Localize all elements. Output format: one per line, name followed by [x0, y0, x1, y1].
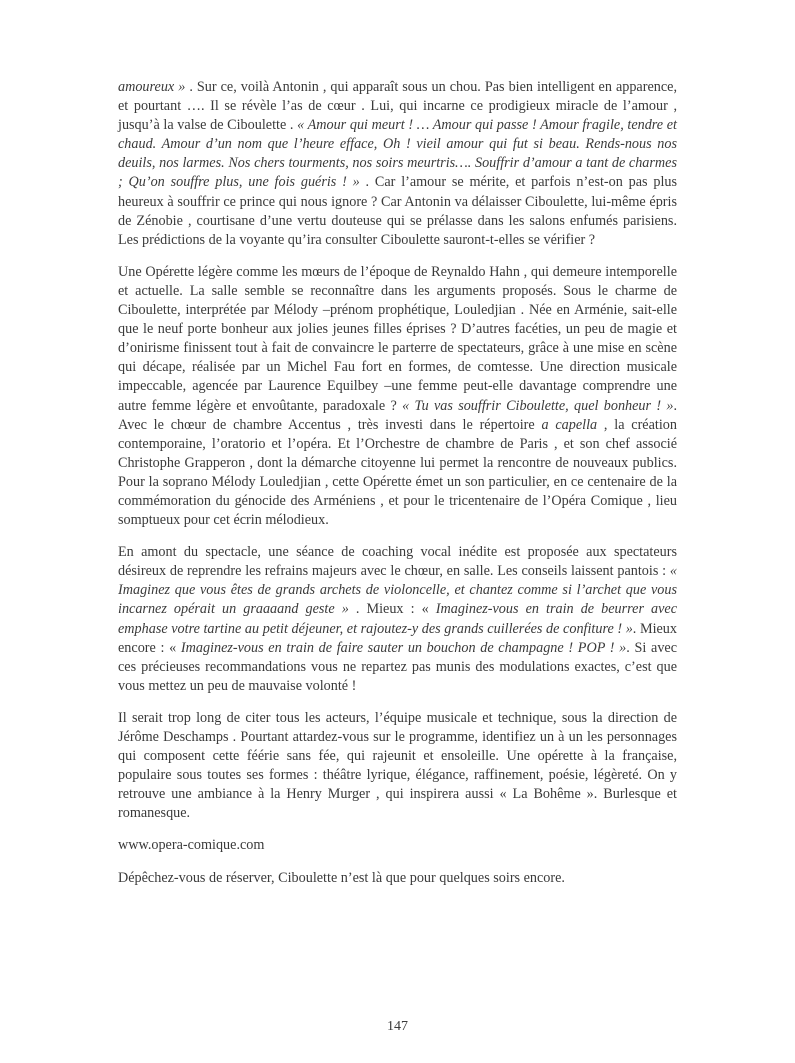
text-run: . Avec le chœur de chambre Accentus , très investi dans le répertoire — [118, 397, 678, 433]
closing-line — [118, 869, 677, 888]
page-number: 147 — [387, 1019, 408, 1034]
quote-ciboulette: « Tu vas souffrir Ciboulette, quel bonheur ! » — [402, 397, 674, 414]
quote-archets: « Imaginez que vous êtes de grands archets de violoncelle, et chantez comme si l’archet que vous incarnez opérait un graaaand geste » — [118, 563, 677, 618]
paragraph-1 — [118, 78, 677, 250]
paragraph-3 — [118, 543, 677, 696]
website-link[interactable] — [118, 836, 677, 855]
paragraph-4 — [118, 709, 677, 824]
quote-tartine: Imaginez-vous en train de beurrer avec emphase votre tartine au petit déjeuner, et rajoutez-y des grands cuillerées de confiture ! » — [118, 601, 678, 637]
text-run: Il serait trop long de citer tous les acteurs, l’équipe musicale et technique, sous la direction de Jérôme Deschamps . Pourtant attardez-vous sur le programme, identifiez un à un les personnages qui composent cette féérie sans fée, qui rajeunit et ensoleille. Une opérette à la française, populaire sous toutes ses formes : théâtre lyrique, élégance, raffinement, poésie, légèreté. On y retrouve une ambiance à la Henry Murger , qui inspirera aussi « La Bohême ». Burlesque et romanesque. — [118, 709, 677, 822]
article-body — [118, 78, 677, 901]
website-url[interactable]: www.opera-comique.com — [118, 837, 265, 854]
text-run: Dépêchez-vous de réserver, Ciboulette n’est là que pour quelques soirs encore. — [118, 869, 565, 886]
text-run: . Mieux encore : « — [118, 620, 677, 656]
text-run: . Mieux : « — [348, 601, 436, 618]
text-run: a capella — [541, 416, 598, 433]
paragraph-2 — [118, 263, 677, 530]
text-run: . Sur ce, voilà Antonin , qui apparaît sous un chou. Pas bien intelligent en apparence, et pourtant …. Il se révèle l’as de cœur . Lui, qui incarne ce prodigieux miracle de l’amour , jusqu’à la valse de Ciboulette . — [118, 79, 677, 134]
text-run: , la création contemporaine, l’oratorio et l’opéra. Et l’Orchestre de chambre de Paris , et son chef associé Christophe Grapperon , dont la démarche citoyenne lui permet la rencontre de nouveaux publics. Pour la soprano Mélody Louledjian , cette Opérette émet un son particulier, en ce centenaire de la commémoration du génocide des Arméniens , et pour le tricentenaire de l’Opéra Comique , lieu somptueux pour cet écrin mélodieux. — [118, 416, 677, 529]
text-run: Une Opérette légère comme les mœurs de l’époque de Reynaldo Hahn , qui demeure intemporelle et actuelle. La salle semble se reconnaître dans les arguments proposés. Sous le charme de Ciboulette, interprétée par Mélody –prénom prophétique, Louledjian . Née en Arménie, sait-elle que le neuf porte bonheur aux jolies jeunes filles éprises ? D’autres facéties, un peu de magie et d’onirisme finissent tout à fait de convaincre le parterre de spectateurs, grâce à une mise en scène qui décape, réalisée par un Michel Fau fort en formes, de comtesse. Une direction musicale impeccable, agencée par Laurence Equilbey –une femme peut-elle davantage comprendre une autre femme légère et envoûtante, paradoxale ? — [118, 263, 677, 414]
text-run: . Si avec ces précieuses recommandations vous ne repartez pas munis des modulations exactes, c’est que vous mettez un peu de mauvaise volonté ! — [118, 639, 678, 694]
text-run: . Car l’amour se mérite, et parfois n’est-on pas plus heureux à souffrir ce prince qui nous ignore ? Car Antonin va délaisser Ciboulette, lui-même épris de Zénobie , courtisane d’une vertu douteuse qui se prélasse dans les salons enfumés parisiens. Les prédictions de la voyante qu’ira consulter Ciboulette sauront-t-elles se vérifier ? — [118, 174, 678, 248]
quote-amour: « Amour qui meurt ! … Amour qui passe ! Amour fragile, tendre et chaud. Amour d’un nom que l’heure efface, Oh ! vieil amour qui fut si beau. Rends-nous nos deuils, nos larmes. Nos chers tourments, nos soirs meurtris…. Souffrir d’amour a tant de charmes ; Qu’on souffre plus, une fois guéris ! » — [118, 117, 677, 191]
quote-champagne: Imaginez-vous en train de faire sauter un bouchon de champagne ! POP ! » — [180, 639, 627, 656]
text-run: En amont du spectacle, une séance de coaching vocal inédite est proposée aux spectateurs désireux de reprendre les refrains majeurs avec le chœur, en salle. Les conseils laissent pantois : — [118, 544, 677, 580]
text-run: amoureux » — [118, 79, 190, 95]
